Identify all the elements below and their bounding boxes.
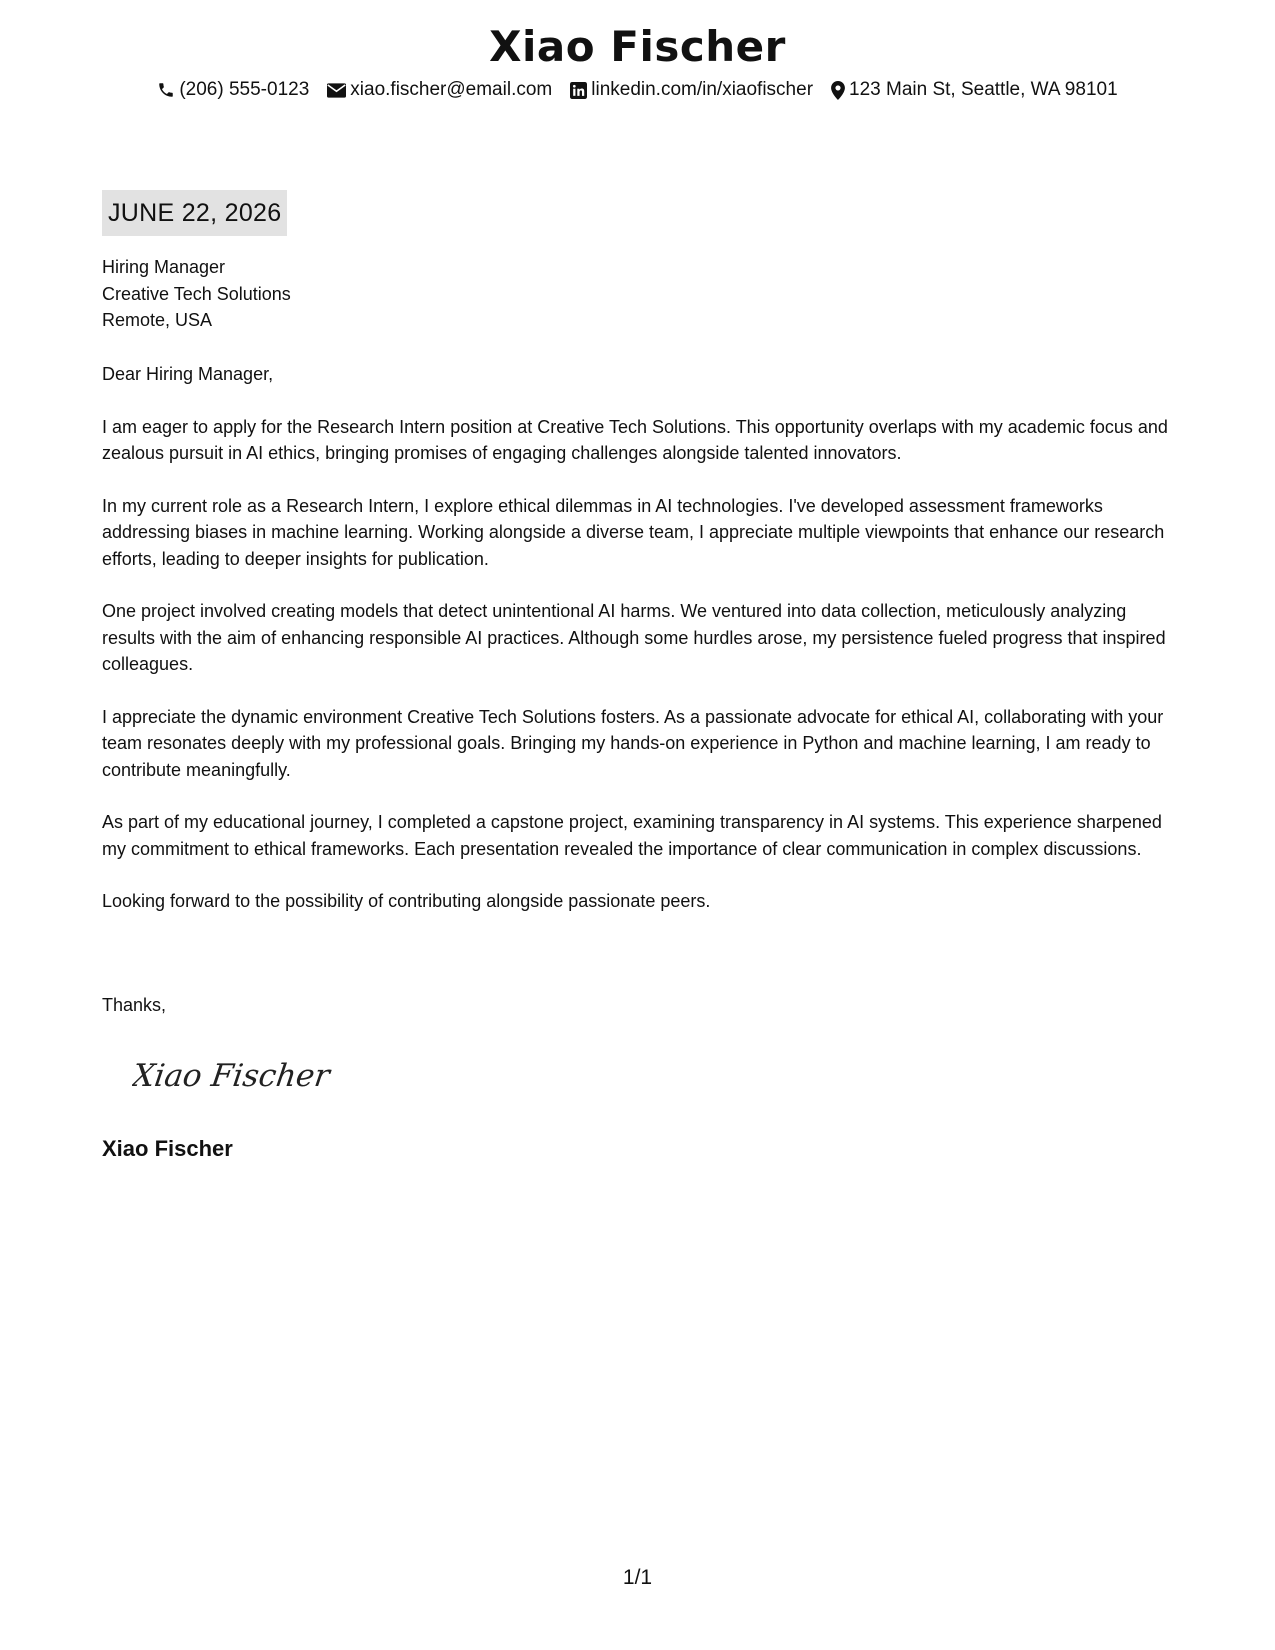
page-number: 1/1 [622,1566,653,1589]
body-paragraph: I appreciate the dynamic environment Creative Tech Solutions fosters. As a passionate advocate for ethical AI, collaborating with your team resonates deeply with my professional goals. Bringing my hands-on experience in Python and machine learning, I am ready to contribute meaningfully. [102,706,1164,780]
contact-bar [0,79,1275,101]
body-paragraph: One project involved creating models that detect unintentional AI harms. We ventured into data collection, meticulously analyzing results with the aim of enhancing responsible AI practices. Although some hurdles arose, my persistence fueled progress that inspired colleagues. [102,601,1166,674]
letter-date: JUNE 22, 2026 [102,190,287,236]
letter-body [102,361,1182,941]
contact-email [327,79,552,101]
linkedin-icon [570,82,587,99]
body-paragraph: I am eager to apply for the Research Intern position at Creative Tech Solutions. This opportunity overlaps with my academic focus and zealous pursuit in AI ethics, bringing promises of engaging challenges alongside talented innovators. [102,416,1168,463]
body-paragraph: In my current role as a Research Intern, I explore ethical dilemmas in AI technologies. I've developed assessment frameworks addressing biases in machine learning. Working alongside a diverse team, I appreciate multiple viewpoints that enhance our research efforts, leading to deeper insights for publication. [102,495,1165,569]
recipient-block [102,254,291,334]
phone-number[interactable]: (206) 555-0123 [179,79,310,100]
recipient-title: Hiring Manager [102,257,226,277]
recipient-location: Remote, USA [102,310,213,330]
street-address: 123 Main St, Seattle, WA 98101 [849,79,1118,100]
handwritten-signature [132,1052,332,1103]
recipient-company: Creative Tech Solutions [102,283,291,304]
applicant-name-heading: Xiao Fischer [489,22,786,71]
map-pin-icon [831,81,845,100]
email-address[interactable]: xiao.fischer@email.com [350,79,553,100]
contact-phone [157,79,309,101]
body-paragraph: Looking forward to the possibility of contributing alongside passionate peers. [102,891,711,911]
svg-text:Xiao Fischer: Xiao Fischer [132,1058,332,1094]
signer-name: Xiao Fischer [102,1136,233,1161]
phone-icon [157,81,175,99]
linkedin-url[interactable]: linkedin.com/in/xiaofischer [591,79,814,100]
contact-address [831,79,1118,101]
closing: Thanks, [102,995,167,1015]
contact-linkedin [570,79,813,101]
envelope-icon [327,83,346,98]
salutation: Dear Hiring Manager, [102,364,274,384]
body-paragraph: As part of my educational journey, I completed a capstone project, examining transparency in AI systems. This experience sharpened my commitment to ethical frameworks. Each presentation revealed the importance of clear communication in complex discussions. [102,812,1162,859]
